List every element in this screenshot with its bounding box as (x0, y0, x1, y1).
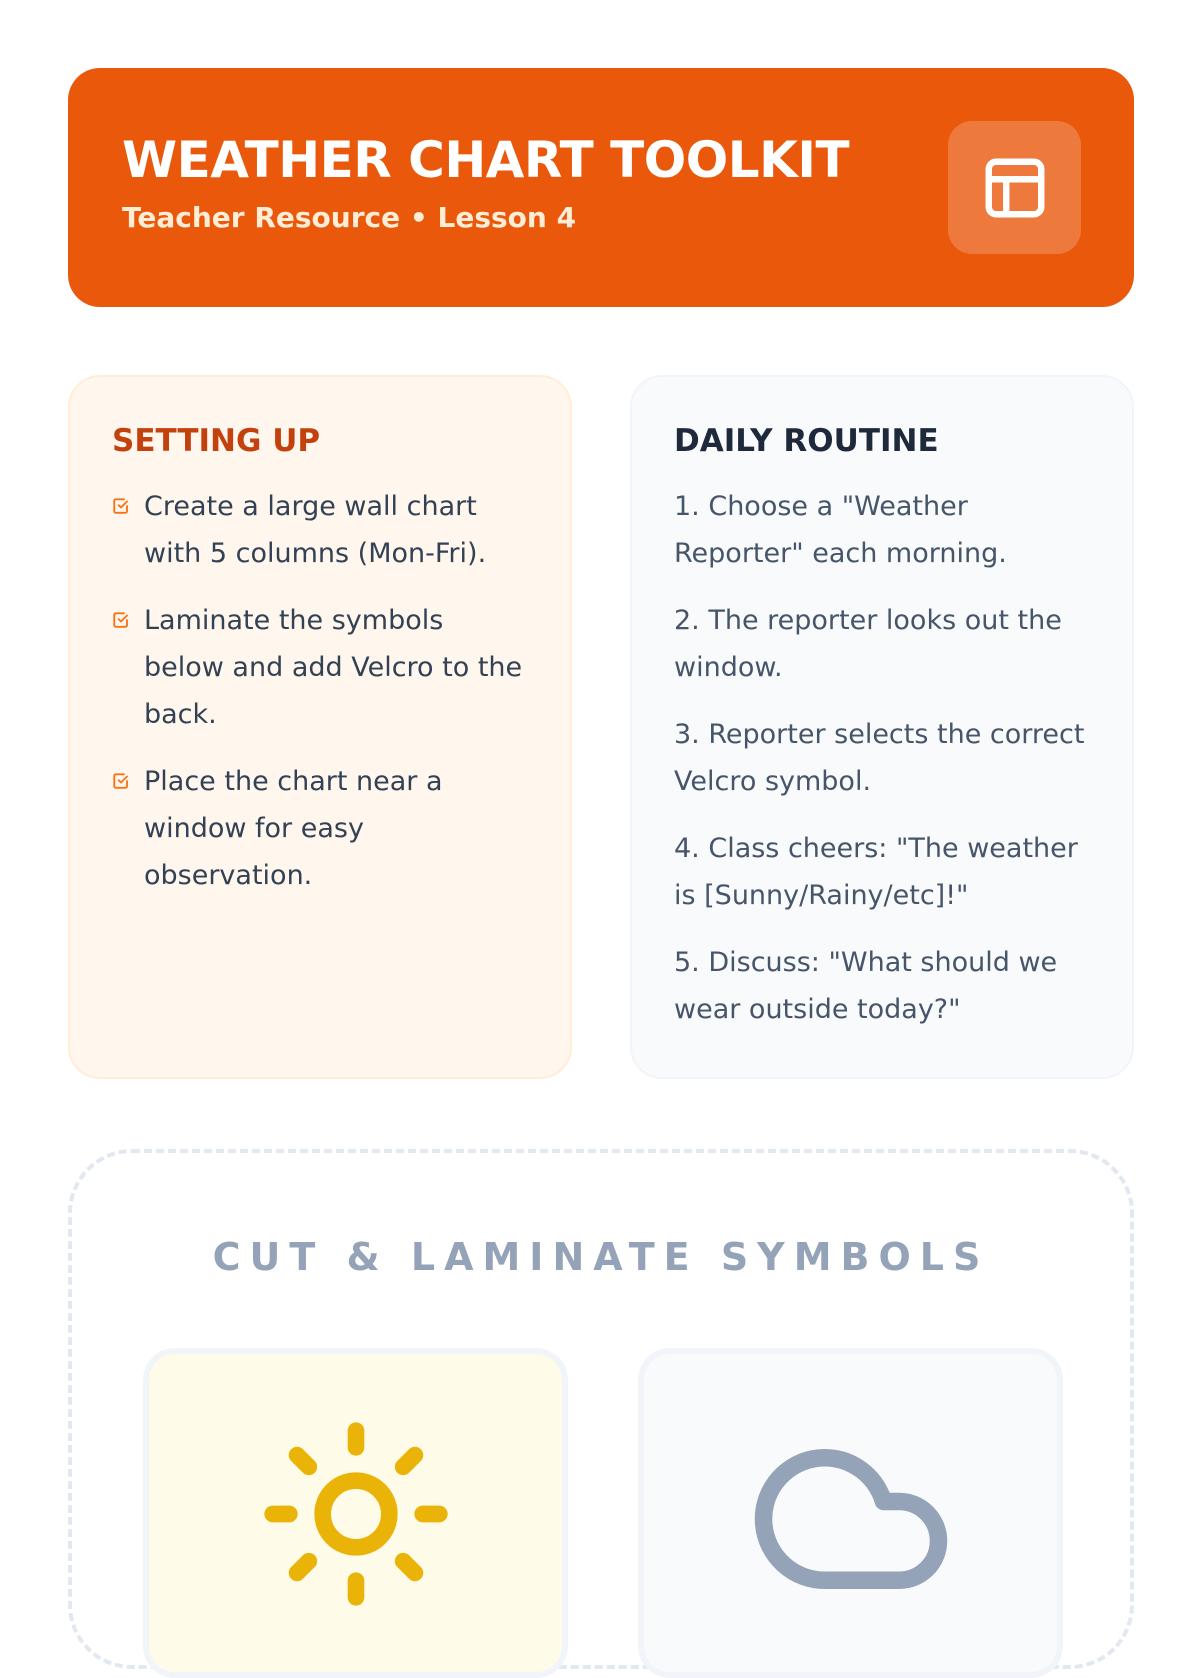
layout-icon (948, 121, 1081, 254)
sun-icon (256, 1414, 456, 1614)
page-subtitle: Teacher Resource • Lesson 4 (122, 201, 577, 234)
header-banner (68, 68, 1134, 307)
symbols-section (68, 1149, 1134, 1669)
setup-item-text: Laminate the symbols below and add Velcro to the back. (144, 605, 523, 730)
setup-item-text: Create a large wall chart with 5 columns (Mon-Fri). (144, 491, 487, 569)
routine-title: DAILY ROUTINE (674, 423, 939, 459)
check-square-icon (112, 611, 130, 629)
list-item: 3. Reporter selects the correct Velcro symbol. (674, 719, 1085, 797)
list-item: 2. The reporter looks out the window. (674, 605, 1062, 683)
list-item (112, 758, 530, 899)
setup-title: SETTING UP (112, 423, 321, 459)
cloud-icon (746, 1414, 956, 1624)
routine-card (630, 375, 1134, 1079)
page-title: WEATHER CHART TOOLKIT (122, 131, 850, 189)
list-item: 5. Discuss: "What should we wear outside today?" (674, 947, 1058, 1025)
symbol-card-cloud (638, 1348, 1063, 1678)
routine-list (674, 483, 1092, 1033)
list-item: 1. Choose a "Weather Reporter" each morning. (674, 491, 1007, 569)
list-item: 4. Class cheers: "The weather is [Sunny/Rainy/etc]!" (674, 833, 1078, 911)
list-item (112, 597, 530, 738)
setup-card (68, 375, 572, 1079)
symbols-title: CUT & LAMINATE SYMBOLS (212, 1235, 990, 1279)
check-square-icon (112, 772, 130, 790)
symbol-card-sun (143, 1348, 568, 1678)
list-item (112, 483, 530, 577)
setup-list (112, 483, 530, 899)
check-square-icon (112, 497, 130, 515)
setup-item-text: Place the chart near a window for easy observation. (144, 766, 443, 891)
